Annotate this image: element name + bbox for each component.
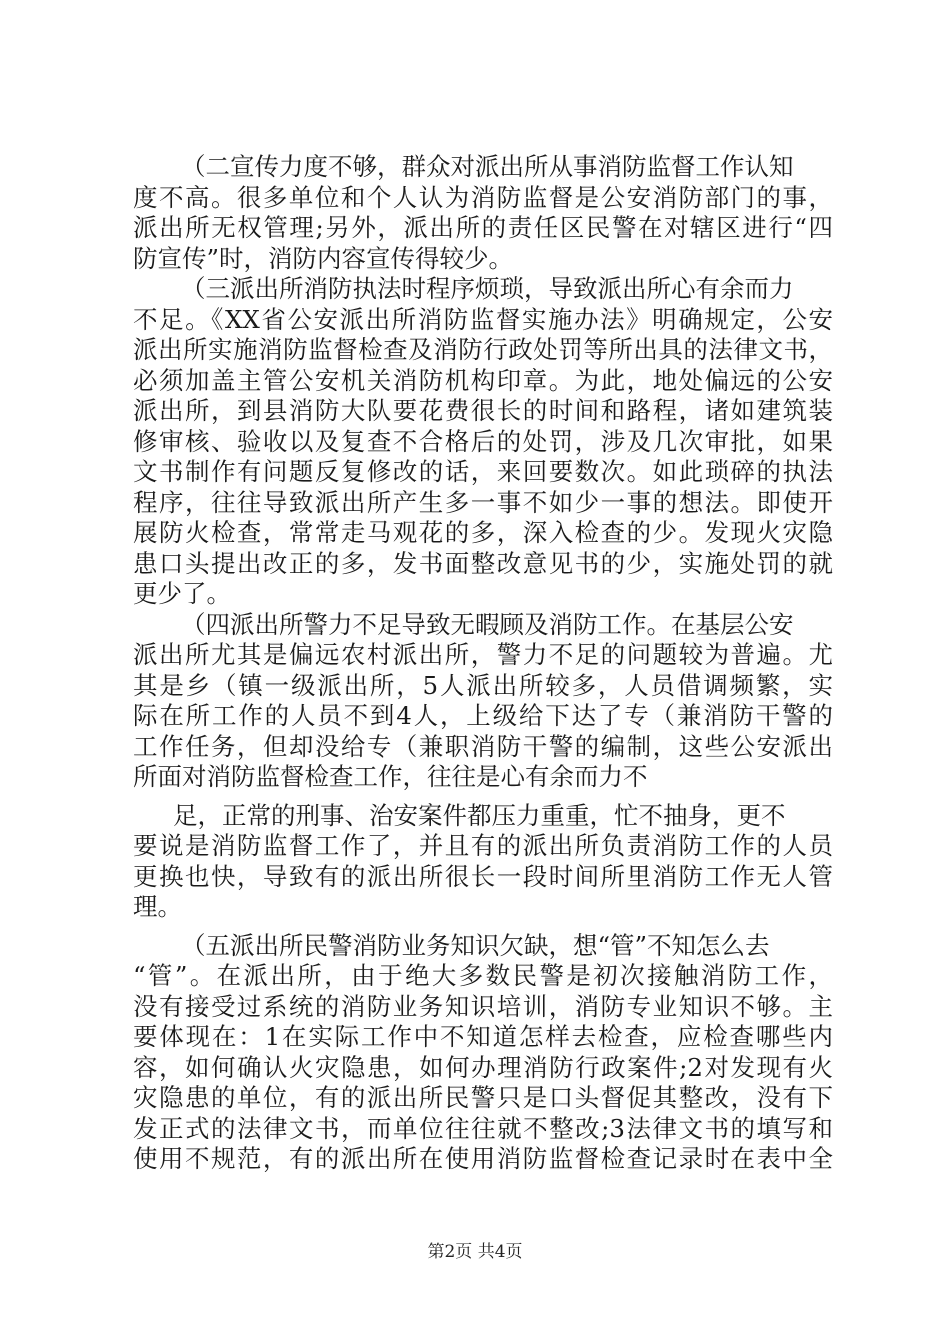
paragraph-line: 灾隐患的单位，有的派出所民警只是口头督促其整改，没有下	[133, 1083, 833, 1112]
paragraph-line: （三派出所消防执法时程序烦琐，导致派出所心有余而力	[181, 274, 794, 303]
paragraph-line: 患口头提出改正的多，发书面整改意见书的少，实施处罚的就	[133, 548, 833, 578]
paragraph-line: 防宣传”时，消防内容宣传得较少。	[133, 243, 514, 273]
paragraph-line: 文书制作有问题反复修改的话，来回要数次。如此琐碎的执法	[133, 457, 833, 486]
paragraph-line: 程序，往往导致派出所产生多一事不如少一事的想法。即使开	[133, 487, 833, 517]
document-body	[133, 152, 833, 1175]
paragraph-line: 更少了。	[133, 579, 231, 608]
paragraph-line: 度不高。很多单位和个人认为消防监督是公安消防部门的事，	[133, 182, 833, 212]
paragraph-line: 派出所尤其是偏远农村派出所，警力不足的问题较为普遍。尤	[133, 640, 833, 669]
paragraph-line: 必须加盖主管公安机关消防机构印章。为此，地处偏远的公安	[133, 365, 833, 395]
page-number-footer: 第2页 共4页	[427, 1242, 523, 1262]
paragraph-line: 使用不规范，有的派出所在使用消防监督检查记录时在表中全	[133, 1144, 833, 1173]
paragraph-line: 不足。《XX省公安派出所消防监督实施办法》明确规定，公安	[133, 304, 833, 334]
paragraph-line: 所面对消防监督检查工作，往往是心有余而力不	[133, 762, 648, 791]
paragraph-line: 没有接受过系统的消防业务知识培训，消防专业知识不够。主	[133, 991, 833, 1021]
paragraph-line: 发正式的法律文书，而单位往往就不整改;3法律文书的填写和	[133, 1113, 833, 1143]
paragraph-line: 修审核、验收以及复查不合格后的处罚，涉及几次审批，如果	[133, 426, 833, 456]
paragraph-line: “管”。在派出所，由于绝大多数民警是初次接触消防工作，	[133, 961, 833, 990]
paragraph-line: 展防火检查，常常走马观花的多，深入检查的少。发现火灾隐	[133, 518, 833, 547]
paragraph-line: 派出所无权管理;另外，派出所的责任区民警在对辖区进行“四	[133, 213, 833, 242]
paragraph-line: 派出所实施消防监督检查及消防行政处罚等所出具的法律文书，	[133, 335, 833, 364]
paragraph-line: 其是乡（镇一级派出所，5人派出所较多，人员借调频繁，实	[133, 670, 833, 700]
paragraph-line: 派出所，到县消防大队要花费很长的时间和路程，诸如建筑装	[133, 396, 833, 425]
paragraph-line: （二宣传力度不够，群众对派出所从事消防监督工作认知	[181, 152, 794, 181]
paragraph-line: 理。	[133, 892, 182, 921]
paragraph-line: （四派出所警力不足导致无暇顾及消防工作。在基层公安	[181, 609, 794, 639]
paragraph-line: （五派出所民警消防业务知识欠缺，想“管”不知怎么去	[181, 930, 770, 960]
paragraph-line: 要说是消防监督工作了，并且有的派出所负责消防工作的人员	[133, 831, 833, 860]
paragraph-line: 更换也快，导致有的派出所很长一段时间所里消防工作无人管	[133, 861, 833, 891]
paragraph-line: 足，正常的刑事、治安案件都压力重重，忙不抽身，更不	[173, 800, 786, 830]
paragraph-line: 工作任务，但却没给专（兼职消防干警的编制，这些公安派出	[133, 731, 833, 761]
paragraph-line: 容，如何确认火灾隐患，如何办理消防行政案件;2对发现有火	[133, 1052, 833, 1082]
paragraph-line: 际在所工作的人员不到4人，上级给下达了专（兼消防干警的	[133, 701, 833, 730]
paragraph-line: 要体现在：1在实际工作中不知道怎样去检查，应检查哪些内	[133, 1022, 833, 1051]
